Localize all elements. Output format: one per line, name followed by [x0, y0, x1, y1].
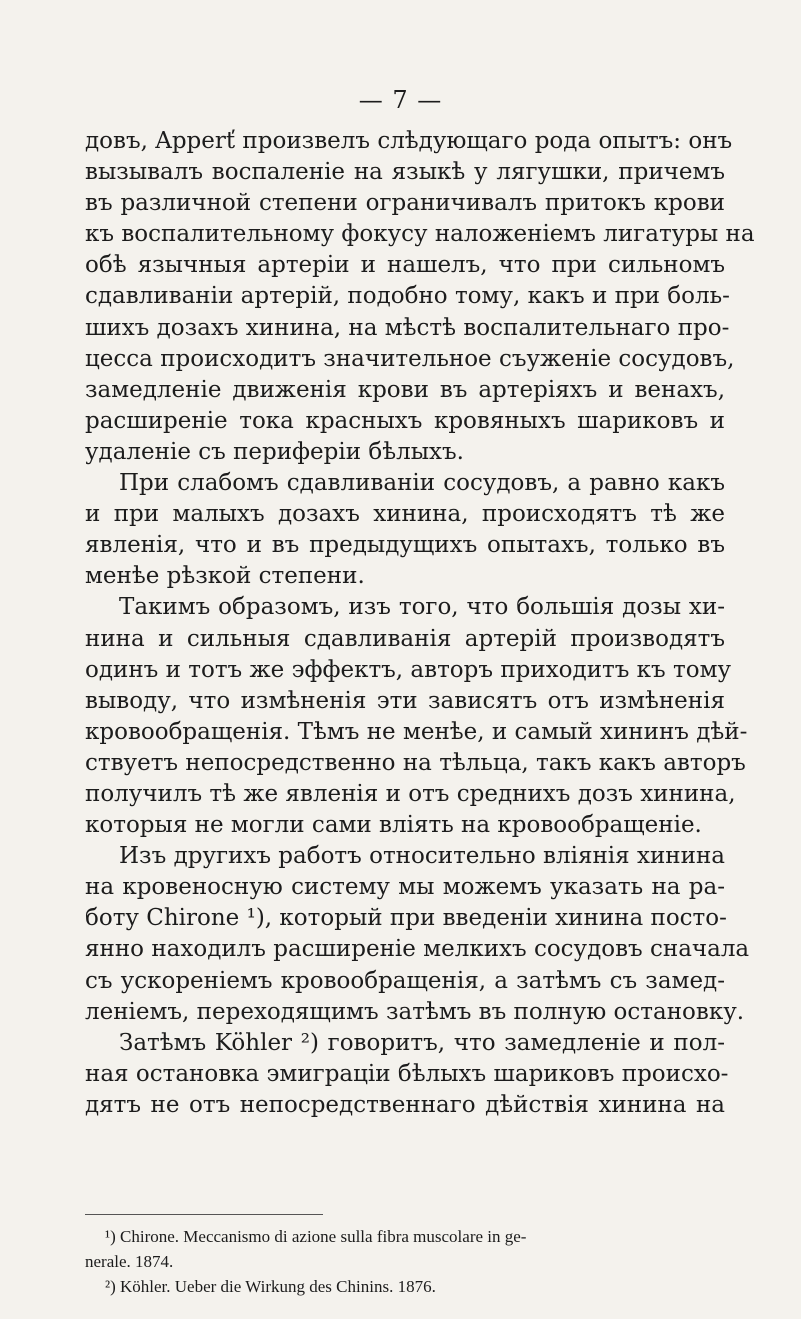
text-line: съ ускореніемъ кровообращенія, а затѣмъ съ замед-: [85, 967, 725, 994]
text-line: обѣ язычныя артеріи и нашелъ, что при сильномъ: [85, 252, 725, 279]
footnote-line: ²) Köhler. Ueber die Wirkung des Chinins. 1876.: [105, 1277, 436, 1296]
text-line: удаленіе съ периферіи бѣлыхъ.: [85, 438, 464, 465]
text-line: сдавливаніи артерій, подобно тому, какъ и при боль-: [85, 283, 730, 310]
text-line: замедленіе движенія крови въ артеріяхъ и венахъ,: [85, 376, 725, 403]
footnote-line: ¹) Chirone. Meccanismo di azione sulla fibra muscolare in ge-: [105, 1227, 527, 1246]
text-line: къ воспалительному фокусу наложеніемъ лигатуры на: [85, 221, 755, 248]
text-line: которыя не могли сами вліять на кровообращеніе.: [85, 812, 702, 839]
text-line: явленія, что и въ предыдущихъ опытахъ, только въ: [85, 532, 725, 559]
footnotes: [85, 1224, 725, 1299]
text-line: При слабомъ сдавливаніи сосудовъ, а равно какъ: [119, 470, 725, 497]
text-line: дятъ не отъ непосредственнаго дѣйствія хинина на: [85, 1091, 725, 1118]
text-line: боту Chirone ¹), который при введеніи хинина посто-: [85, 905, 727, 932]
text-line: вызывалъ воспаленіе на языкѣ у лягушки, причемъ: [85, 159, 725, 186]
text-line: выводу, что измѣненія эти зависятъ отъ измѣненія: [85, 687, 725, 714]
text-line: довъ, Apperť произвелъ слѣдующаго рода опытъ: онъ: [85, 128, 733, 154]
text-line: одинъ и тотъ же эффектъ, авторъ приходитъ къ тому: [85, 656, 731, 683]
text-line: ствуетъ непосредственно на тѣльца, такъ какъ авторъ: [85, 749, 746, 776]
footnote-line: nerale. 1874.: [85, 1252, 174, 1271]
page-number: — 7 —: [358, 86, 443, 114]
text-line: ная остановка эмиграціи бѣлыхъ шариковъ происхо-: [85, 1060, 729, 1087]
text-line: Такимъ образомъ, изъ того, что большія дозы хи-: [119, 594, 725, 621]
text-line: кровообращенія. Тѣмъ не менѣе, и самый хининъ дѣй-: [85, 718, 748, 745]
text-line: въ различной степени ограничивалъ притокъ крови: [85, 190, 725, 217]
text-line: янно находилъ расширеніе мелкихъ сосудовъ сначала: [85, 936, 750, 963]
text-line: менѣе рѣзкой степени.: [85, 563, 365, 590]
text-line: получилъ тѣ же явленія и отъ среднихъ дозъ хинина,: [85, 780, 736, 807]
text-line: на кровеносную систему мы можемъ указать на ра-: [85, 874, 725, 901]
text-line: леніемъ, переходящимъ затѣмъ въ полную остановку.: [85, 998, 745, 1025]
text-line: расширеніе тока красныхъ кровяныхъ шариковъ и: [85, 407, 725, 434]
text-line: Изъ другихъ работъ относительно вліянія хинина: [119, 843, 725, 870]
body-text: [85, 126, 755, 1121]
text-line: нина и сильныя сдавливанія артерій производятъ: [85, 625, 725, 652]
text-line: Затѣмъ Köhler ²) говоритъ, что замедленіе и пол-: [119, 1029, 725, 1056]
text-line: и при малыхъ дозахъ хинина, происходятъ тѣ же: [85, 501, 725, 528]
footnote-divider: [85, 1214, 323, 1215]
text-line: цесса происходитъ значительное съуженіе сосудовъ,: [85, 345, 735, 372]
text-line: шихъ дозахъ хинина, на мѣстѣ воспалительнаго про-: [85, 314, 730, 341]
